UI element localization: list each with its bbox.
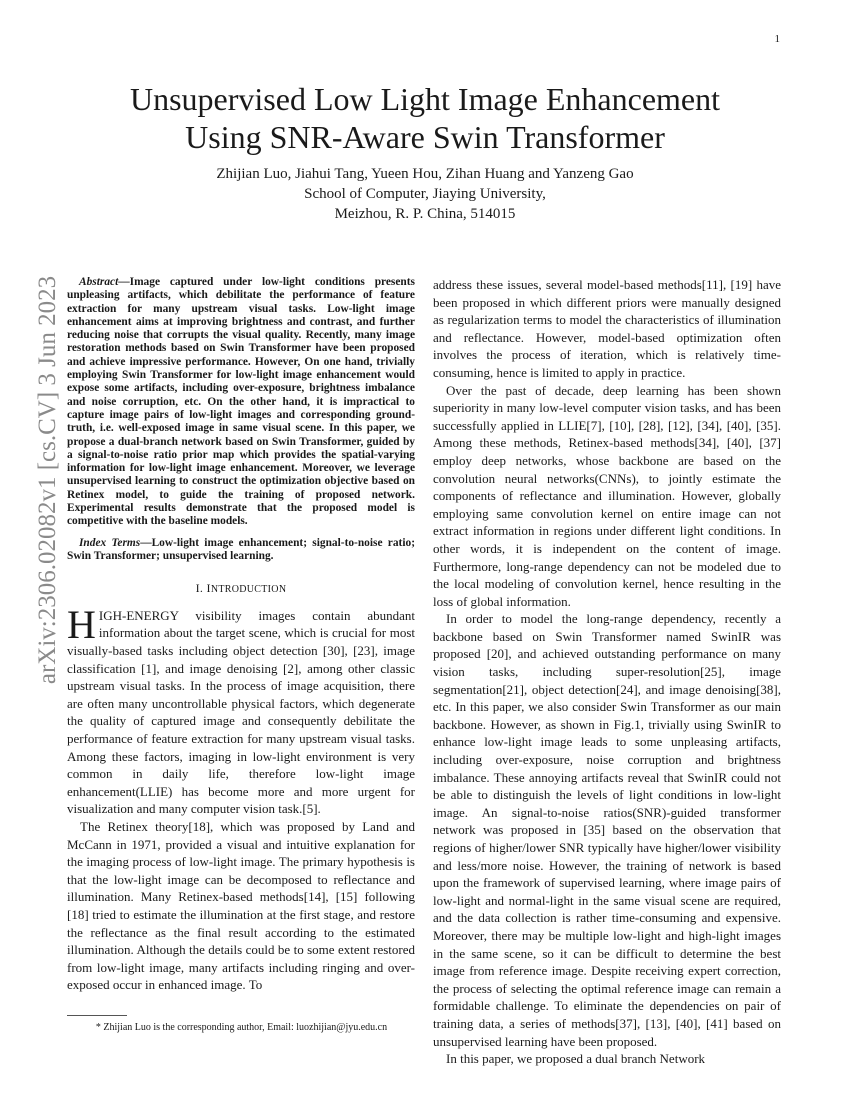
- abstract: [67, 276, 415, 529]
- left-column: [67, 276, 415, 994]
- paper-title: [60, 80, 790, 156]
- intro-paragraph-1: [67, 601, 415, 818]
- footnote-divider: [67, 1015, 127, 1016]
- right-paragraph-1: address these issues, several model-based methods[11], [19] have been proposed in which different priors were manually designed as regularization terms to model the characteristics of illumination and reflectance. However, model-based optimization often involves the process of iteration, which is relatively time-consuming, hence is limited to apply in practice.: [433, 277, 781, 380]
- author-names: Zhijian Luo, Jiahui Tang, Yueen Hou, Zihan Huang and Yanzeng Gao: [216, 166, 634, 182]
- right-paragraph-4: In this paper, we proposed a dual branch Network: [446, 1051, 706, 1067]
- page-number: 1: [774, 33, 780, 45]
- title-line-1: Unsupervised Low Light Image Enhancement: [129, 81, 721, 117]
- index-terms: [67, 537, 415, 564]
- intro-caps: IGH-ENERGY: [98, 607, 179, 623]
- section-heading-introduction: [67, 580, 415, 599]
- title-line-2: Using SNR-Aware Swin Transformer: [185, 119, 665, 155]
- index-terms-text: —Low-light image enhancement; signal-to-noise ratio; Swin Transformer; unsupervised learning.: [67, 536, 415, 562]
- drop-cap: H: [67, 601, 96, 647]
- intro-paragraph-1-text: visibility images contain abundant information about the target scene, which is crucial for most visually-based tasks including object detection [30], [23], image classification [1], and image denoising [2], among other classic upstream visual tasks. In the process of image acquisition, there are often many uncontrollable physical factors, which degenerate the quality of captured image and consequently debilitate the performance of feature extraction for many upstream visual tasks. Among these factors, imaging in low-light environment is very common in daily life, therefore low-light image enhancement(LLIE) has become more and more urgent for visualization and many computer vision task.[5].: [67, 607, 415, 817]
- section-title-rest: NTRODUCTION: [210, 584, 287, 596]
- index-terms-lead: Index Terms: [79, 536, 141, 549]
- author-block: [60, 164, 790, 224]
- right-paragraph-3: In order to model the long-range dependency, recently a backbone based on Swin Transformer named SwinIR was proposed [20], and achieved outstanding performance on many vision tasks, including super-resolution[25], image segmentation[21], object detection[24], and image denoising[38], etc. In this paper, we also consider Swin Transformer as our main backbone. However, as shown in Fig.1, trivially using SwinIR to enhance low-light image leads to some unpleasing artifacts, including over-exposure, noise corruption and brightness imbalance. These annoying artifacts reveal that SwinIR could not be able to distinguish the levels of light conditions in low-light image. An signal-to-noise ratios(SNR)-guided transformer network was proposed in [35] based on the observation that regions of higher/lower SNR typically have higher/lower visibility and less/more noise. However, the training of network is based upon the framework of supervised learning, where image pairs of low-light and normal-light in the same visual scene are required, and the data collection is rather time-consuming and expensive. Moreover, there may be multiple low-light and high-light images in the same scene, so it can be difficult to determine the best image from reference image. Despite receiving expert correction, the process of selecting the optimal reference image can remain a formidable challenge. To eliminate the dependencies on pair of training data, a series of methods[37], [13], [40], [41] based on unsupervised learning have been proposed.: [433, 611, 781, 1049]
- right-paragraph-2: Over the past of decade, deep learning has been shown superiority in many low-level computer vision tasks, and has been successfully applied in LLIE[7], [10], [28], [12], [34], [40], [35]. Among these methods, Retinex-based methods[34], [40], [37] employ deep networks, whose backbone are based on the convolution neural networks(CNNs), to jointly estimate the components of reflectance and illumination. However, globally employing same convolution kernel on entire image can not extract information in regions under different light conditions. In other words, it is independent on the content of image. Furthermore, long-range dependency can not be modeled due to the local modeling of convolution kernel, hence resulting in the loss of global information.: [433, 382, 781, 609]
- author-affiliation: School of Computer, Jiaying University,: [304, 186, 546, 202]
- section-first-letter: I: [206, 581, 211, 596]
- abstract-text: —Image captured under low-light conditions presents unpleasing artifacts, which debilitate the performance of feature extraction for many upstream visual tasks. Low-light image enhancement aims at improving brightness and contrast, and further reducing noise that corrupts the visual quality. Recently, many image restoration methods based on Swin Transformer have been proposed and achieve impressive performance. However, On one hand, trivially employing Swin Transformer for low-light image enhancement would expose some artifacts, including over-exposure, brightness imbalance and noise corruption, etc. On the other hand, it is impractical to capture image pairs of low-light images and corresponding ground-truth, i.e. well-exposed image in same visual scene. In this paper, we propose a dual-branch network based on Swin Transformer, guided by a signal-to-noise ratio prior map which provides the spatial-varying information for low-light image enhancement. Moreover, we leverage unsupervised learning to construct the optimization objective based on Retinex model, to guide the training of proposed network. Experimental results demonstrate that the proposed model is competitive with the baseline models.: [67, 276, 415, 528]
- arxiv-identifier: arXiv:2306.02082v1 [cs.CV] 3 Jun 2023: [34, 275, 61, 685]
- right-column: [433, 276, 781, 1068]
- author-location: Meizhou, R. P. China, 514015: [334, 206, 516, 222]
- abstract-lead: Abstract: [79, 276, 119, 288]
- section-numeral: I.: [195, 581, 207, 596]
- intro-paragraph-2: The Retinex theory[18], which was proposed by Land and McCann in 1971, provided a visual and intuitive explanation for the imaging process of low-light image. The primary hypothesis is that the low-light image can be decomposed to reflectance and illumination. Many Retinex-based methods[14], [15] following [18] tried to estimate the illumination at the first stage, and restore the reflectance as the final result according to the estimated illumination. Although the details could be to some extent restored from low-light image, many artifacts including ringing and over-exposed occur in enhanced image. To: [67, 818, 415, 993]
- footnote: * Zhijian Luo is the corresponding author, Email: luozhijian@jyu.edu.cn: [95, 1022, 388, 1033]
- arxiv-sidebar-stamp: [34, 275, 61, 685]
